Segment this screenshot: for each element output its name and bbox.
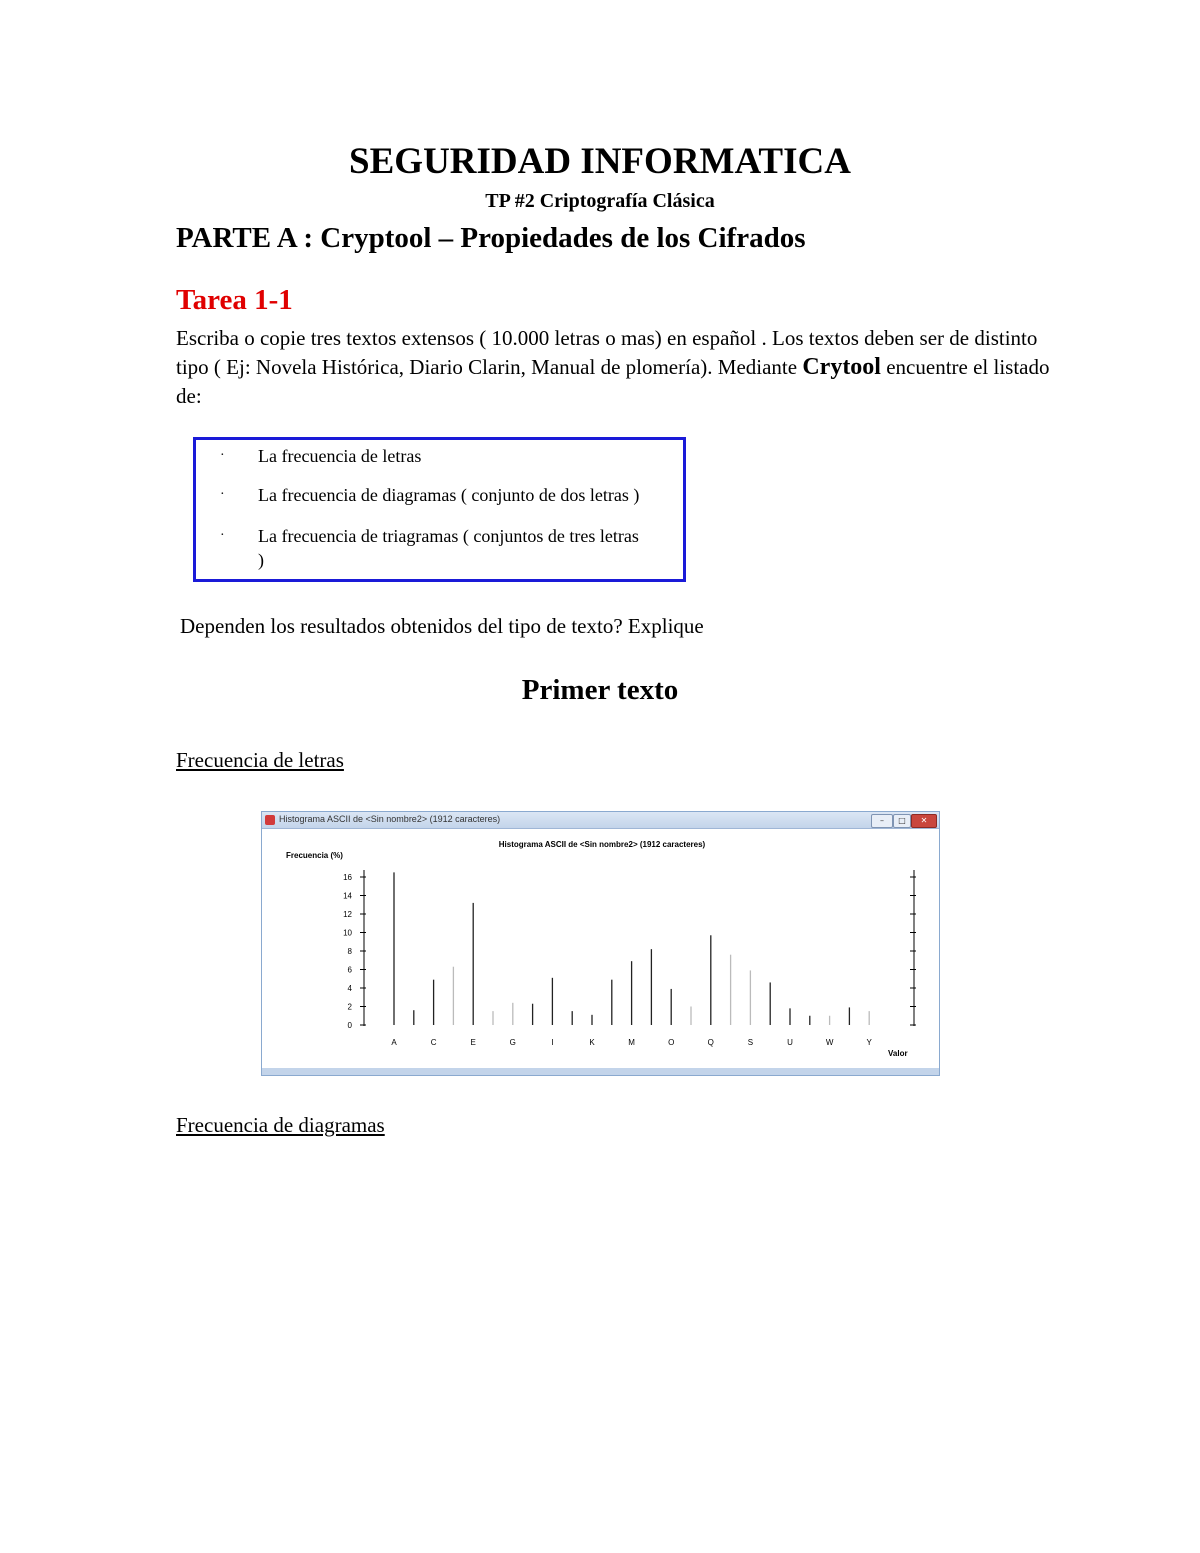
letter-frequency-heading: Frecuencia de letras xyxy=(176,748,344,772)
paragraph-text-1: Escriba o copie tres textos extensos ( 10.000 letras o mas) en español . Los textos deben ser de distinto tipo ( Ej: Novela Histórica, Diario Clarin, Manual de plomería). Mediante xyxy=(176,326,1038,379)
document-subtitle: TP #2 Criptografía Clásica xyxy=(485,190,715,212)
task-paragraph xyxy=(176,324,1056,411)
y-tick-label: 4 xyxy=(347,984,352,993)
x-tick-label: I xyxy=(551,1038,554,1047)
window-titlebar[interactable] xyxy=(262,812,939,829)
y-tick-label: 6 xyxy=(347,965,352,975)
y-tick-label: 8 xyxy=(347,947,352,956)
y-tick-label: 2 xyxy=(347,1002,352,1012)
x-tick-label: A xyxy=(391,1038,397,1047)
histogram-window xyxy=(261,811,940,1076)
x-tick-label: Y xyxy=(866,1038,872,1047)
paragraph-bold-tool: Crytool xyxy=(802,354,881,380)
x-tick-label: M xyxy=(628,1038,635,1047)
x-tick-label: C xyxy=(430,1038,437,1047)
y-tick-label: 12 xyxy=(343,910,352,919)
maximize-button[interactable]: □ xyxy=(893,814,911,828)
paragraph-text-2: encuentre el listado de: xyxy=(176,355,1050,408)
task-list-box xyxy=(193,437,686,582)
document-title: SEGURIDAD INFORMATICA xyxy=(349,141,851,182)
app-icon xyxy=(265,815,275,825)
bullet-icon: · xyxy=(220,487,225,502)
x-tick-label: U xyxy=(787,1038,793,1047)
minimize-button[interactable]: – xyxy=(871,814,893,828)
list-item-text: La frecuencia de triagramas ( conjuntos de tres letras ) xyxy=(258,526,639,570)
y-tick-label: 10 xyxy=(343,928,352,938)
question-text: Dependen los resultados obtenidos del tipo de texto? Explique xyxy=(180,614,704,638)
histogram-chart xyxy=(264,830,937,1068)
list-item-text: La frecuencia de diagramas ( conjunto de dos letras ) xyxy=(258,485,640,505)
y-tick-label: 0 xyxy=(347,1021,352,1030)
y-tick-label: 14 xyxy=(343,891,352,901)
y-axis-label: Frecuencia (%) xyxy=(286,851,343,860)
close-button[interactable]: ✕ xyxy=(911,814,937,828)
digram-frequency-heading: Frecuencia de diagramas xyxy=(176,1113,385,1137)
task-heading: Tarea 1-1 xyxy=(176,284,293,316)
x-tick-label: Q xyxy=(707,1038,714,1047)
x-axis-label: Valor xyxy=(888,1049,908,1058)
y-tick-label: 16 xyxy=(343,873,352,882)
list-item-text: La frecuencia de letras xyxy=(258,446,422,466)
x-tick-label: E xyxy=(470,1038,476,1047)
x-tick-label: K xyxy=(589,1038,595,1047)
section-heading: PARTE A : Cryptool – Propiedades de los Cifrados xyxy=(176,222,806,254)
x-tick-label: W xyxy=(825,1038,834,1047)
x-tick-label: O xyxy=(668,1038,675,1047)
subsection-heading: Primer texto xyxy=(521,674,679,706)
window-bottom-frame xyxy=(262,1068,939,1075)
x-tick-label: G xyxy=(509,1038,516,1047)
bullet-icon: · xyxy=(220,528,225,543)
window-title: Histograma ASCII de <Sin nombre2> (1912 caracteres) xyxy=(279,814,501,824)
x-tick-label: S xyxy=(747,1038,754,1047)
chart-title: Histograma ASCII de <Sin nombre2> (1912 caracteres) xyxy=(498,840,706,849)
bullet-icon: · xyxy=(220,448,225,463)
